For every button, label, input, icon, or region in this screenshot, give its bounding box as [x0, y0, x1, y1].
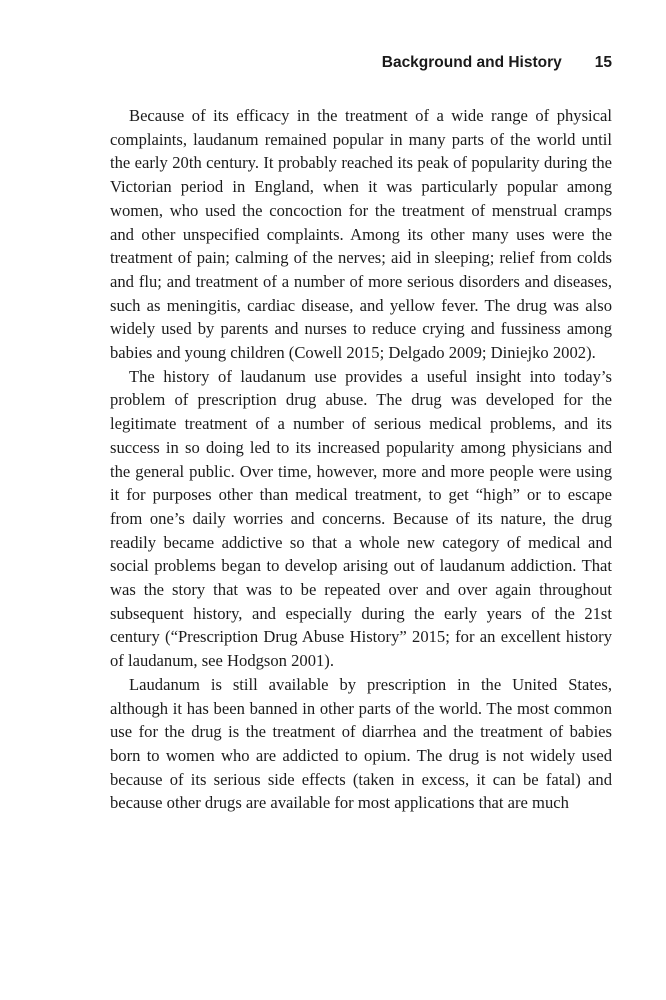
running-head	[382, 54, 612, 72]
paragraph: Because of its efficacy in the treatment of a wide range of physical complaints, laudanum remained popular in many parts of the world until the early 20th century. It probably reached its peak of popularity during the Victorian period in England, when it was particularly popular among women, who used the concoction for the treatment of menstrual cramps and other unspecified complaints. Among its other many uses were the treatment of pain; calming of the nerves; aid in sleeping; relief from colds and flu; and treatment of a number of more serious disorders and diseases, such as meningitis, cardiac disease, and yellow fever. The drug was also widely used by parents and nurses to reduce crying and fussiness among babies and young children (Cowell 2015; Delgado 2009; Diniejko 2002).	[110, 106, 612, 363]
page-number: 15	[594, 54, 612, 71]
running-title: Background and History	[381, 54, 562, 71]
paragraph: Laudanum is still available by prescription in the United States, although it has been banned in other parts of the world. The most common use for the drug is the treatment of diarrhea and the treatment of babies born to women who are addicted to opium. The drug is not widely used because of its serious side effects (taken in excess, it can be fatal) and because other drugs are available for most applications that are much	[110, 674, 612, 813]
paragraph: The history of laudanum use provides a useful insight into today’s problem of prescription drug abuse. The drug was developed for the legitimate treatment of a number of serious medical problems, and its success in so doing led to its increased popularity among physicians and the general public. Over time, however, more and more people were using it for purposes other than medical treatment, to get “high” or to escape from one’s daily worries and concerns. Because of its nature, the drug readily became addictive so that a whole new category of medical and social problems began to develop arising out of laudanum addiction. That was the story that was to be repeated over and over again throughout subsequent history, and especially during the early years of the 21st century (“Prescription Drug Abuse History” 2015; for an excellent history of laudanum, see Hodgson 2001).	[110, 366, 612, 671]
body-text	[110, 104, 612, 815]
